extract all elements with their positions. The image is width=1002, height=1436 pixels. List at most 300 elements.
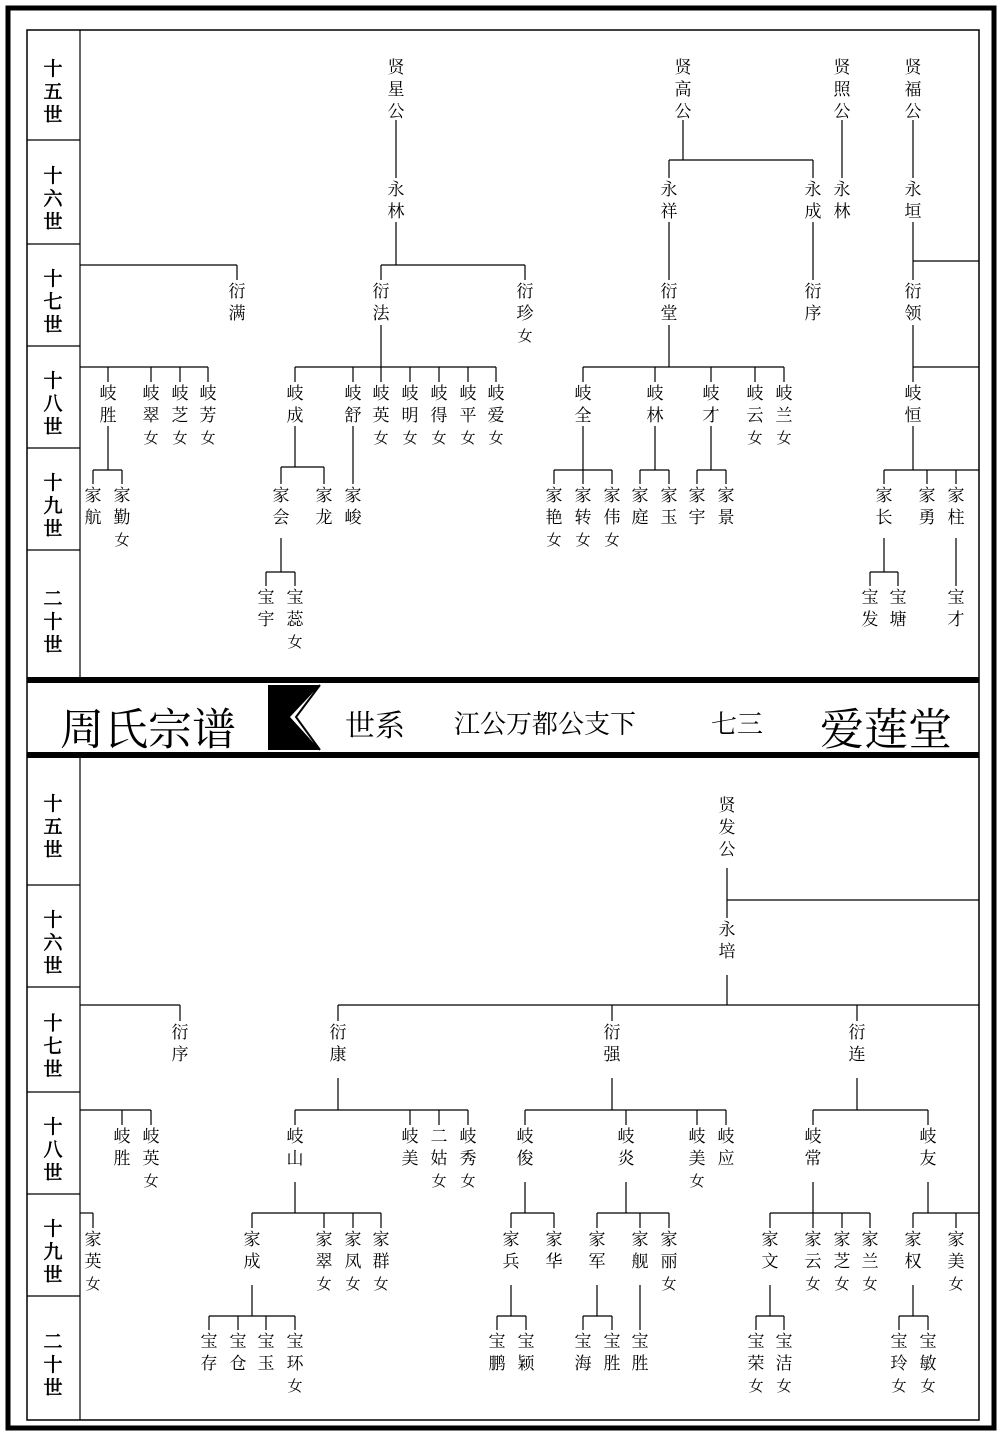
name-char: 英 bbox=[84, 1252, 102, 1272]
name-char: 女 bbox=[114, 531, 130, 549]
name-char: 岐 bbox=[746, 384, 764, 404]
name-char: 公 bbox=[387, 102, 405, 122]
book-title: 周氏宗谱 bbox=[60, 704, 236, 756]
generation-label-char: 十 bbox=[43, 793, 63, 815]
name-char: 美 bbox=[688, 1149, 706, 1169]
person-node bbox=[905, 282, 923, 324]
name-char: 平 bbox=[459, 406, 477, 426]
person-node bbox=[460, 384, 477, 447]
name-char: 友 bbox=[919, 1149, 937, 1169]
person-node bbox=[575, 384, 592, 426]
name-char: 家 bbox=[688, 486, 706, 506]
name-char: 应 bbox=[717, 1149, 735, 1169]
person-node bbox=[258, 1332, 275, 1374]
name-char: 女 bbox=[200, 429, 216, 447]
name-char: 女 bbox=[517, 327, 533, 345]
name-char: 家 bbox=[904, 1230, 922, 1250]
name-char: 转 bbox=[574, 508, 592, 528]
name-char: 家 bbox=[344, 486, 362, 506]
name-char: 鹏 bbox=[488, 1354, 506, 1374]
name-char: 法 bbox=[372, 304, 390, 324]
name-char: 岐 bbox=[286, 1127, 304, 1147]
name-char: 岐 bbox=[775, 384, 793, 404]
person-node bbox=[776, 384, 793, 447]
name-char: 女 bbox=[604, 531, 620, 549]
name-char: 女 bbox=[776, 429, 792, 447]
name-char: 胜 bbox=[631, 1354, 649, 1374]
name-char: 宝 bbox=[574, 1332, 592, 1352]
name-char: 美 bbox=[401, 1149, 419, 1169]
name-char: 领 bbox=[904, 304, 922, 324]
name-char: 家 bbox=[588, 1230, 606, 1250]
person-node bbox=[805, 282, 822, 324]
name-char: 家 bbox=[545, 486, 563, 506]
name-char: 家 bbox=[918, 486, 936, 506]
name-char: 衍 bbox=[660, 282, 678, 302]
name-char: 永 bbox=[833, 180, 851, 200]
name-char: 贤 bbox=[387, 58, 405, 78]
generation-label-char: 八 bbox=[43, 393, 63, 415]
name-char: 宝 bbox=[286, 1332, 304, 1352]
section-label: 世系 bbox=[345, 709, 405, 744]
person-node bbox=[905, 384, 922, 426]
generation-label-char: 七 bbox=[43, 291, 63, 313]
name-char: 永 bbox=[660, 180, 678, 200]
person-node bbox=[905, 58, 923, 122]
name-char: 家 bbox=[861, 1230, 879, 1250]
name-char: 胜 bbox=[99, 406, 117, 426]
name-char: 贤 bbox=[904, 58, 922, 78]
name-char: 庭 bbox=[631, 508, 649, 528]
person-node bbox=[604, 486, 621, 549]
name-char: 公 bbox=[904, 102, 922, 122]
person-node bbox=[849, 1023, 866, 1065]
generation-label-char: 十 bbox=[43, 165, 63, 187]
person-node bbox=[100, 384, 117, 426]
person-node bbox=[834, 58, 852, 122]
name-char: 爱 bbox=[487, 406, 505, 426]
name-char: 胜 bbox=[603, 1354, 621, 1374]
name-char: 景 bbox=[717, 508, 735, 528]
name-char: 康 bbox=[329, 1045, 347, 1065]
name-char: 岐 bbox=[99, 384, 117, 404]
name-char: 洁 bbox=[775, 1354, 793, 1374]
name-char: 成 bbox=[286, 406, 304, 426]
name-char: 发 bbox=[861, 610, 879, 630]
person-node bbox=[172, 384, 189, 447]
generation-label-char: 世 bbox=[43, 1162, 63, 1184]
person-node bbox=[632, 486, 649, 528]
person-node bbox=[258, 588, 275, 630]
name-char: 序 bbox=[804, 304, 822, 324]
name-char: 二 bbox=[430, 1127, 448, 1147]
name-char: 军 bbox=[588, 1252, 606, 1272]
person-node bbox=[718, 486, 735, 528]
person-node bbox=[661, 282, 678, 324]
person-node bbox=[330, 1023, 347, 1065]
name-char: 胜 bbox=[113, 1149, 131, 1169]
generation-label-char: 十 bbox=[43, 1354, 63, 1376]
person-node bbox=[373, 282, 391, 324]
name-char: 敏 bbox=[919, 1354, 937, 1374]
generation-label-char: 五 bbox=[43, 81, 63, 103]
person-node bbox=[85, 486, 102, 528]
generation-label-char: 六 bbox=[43, 188, 63, 210]
name-char: 颖 bbox=[517, 1354, 535, 1374]
name-char: 岐 bbox=[688, 1127, 706, 1147]
name-char: 云 bbox=[804, 1252, 822, 1272]
name-char: 衍 bbox=[848, 1023, 866, 1043]
name-char: 宇 bbox=[688, 508, 706, 528]
person-node bbox=[345, 384, 362, 426]
name-char: 家 bbox=[631, 486, 649, 506]
generation-label-char: 十 bbox=[43, 1116, 63, 1138]
name-char: 女 bbox=[143, 429, 159, 447]
name-char: 翠 bbox=[142, 406, 160, 426]
name-char: 垣 bbox=[904, 202, 922, 222]
person-node bbox=[388, 180, 405, 222]
name-char: 女 bbox=[287, 633, 303, 651]
name-char: 永 bbox=[718, 920, 736, 940]
name-char: 家 bbox=[502, 1230, 520, 1250]
name-char: 宇 bbox=[257, 610, 275, 630]
name-char: 公 bbox=[718, 840, 736, 860]
name-char: 家 bbox=[113, 486, 131, 506]
generation-label-char: 九 bbox=[43, 495, 63, 517]
name-char: 岐 bbox=[702, 384, 720, 404]
name-char: 仓 bbox=[229, 1354, 247, 1374]
name-char: 贤 bbox=[674, 58, 692, 78]
person-node bbox=[287, 1332, 305, 1395]
person-node bbox=[905, 1230, 922, 1272]
person-node bbox=[114, 1127, 131, 1169]
generation-label-char: 十 bbox=[43, 472, 63, 494]
generation-label-char: 六 bbox=[43, 932, 63, 954]
name-char: 家 bbox=[243, 1230, 261, 1250]
name-char: 祥 bbox=[660, 202, 678, 222]
person-node bbox=[862, 588, 879, 630]
name-char: 女 bbox=[287, 1377, 303, 1395]
name-char: 存 bbox=[200, 1354, 218, 1374]
name-char: 明 bbox=[401, 406, 419, 426]
name-char: 长 bbox=[875, 508, 893, 528]
name-char: 满 bbox=[228, 304, 246, 324]
person-node bbox=[402, 384, 419, 447]
name-char: 家 bbox=[272, 486, 290, 506]
name-char: 岐 bbox=[717, 1127, 735, 1147]
name-char: 女 bbox=[776, 1377, 792, 1395]
generation-label-char: 十 bbox=[43, 268, 63, 290]
name-char: 家 bbox=[574, 486, 592, 506]
name-char: 家 bbox=[761, 1230, 779, 1250]
name-char: 培 bbox=[718, 942, 736, 962]
name-char: 家 bbox=[804, 1230, 822, 1250]
person-node bbox=[575, 486, 592, 549]
generation-label-char: 二 bbox=[43, 1331, 63, 1353]
name-char: 女 bbox=[460, 429, 476, 447]
name-char: 高 bbox=[674, 80, 692, 100]
generation-label-char: 十 bbox=[43, 909, 63, 931]
person-node bbox=[287, 1127, 304, 1169]
name-char: 岐 bbox=[459, 384, 477, 404]
name-char: 得 bbox=[430, 406, 448, 426]
name-char: 舰 bbox=[631, 1252, 649, 1272]
name-char: 林 bbox=[646, 406, 664, 426]
name-char: 岐 bbox=[646, 384, 664, 404]
name-char: 宝 bbox=[488, 1332, 506, 1352]
name-char: 岐 bbox=[142, 1127, 160, 1147]
name-char: 家 bbox=[344, 1230, 362, 1250]
name-char: 衍 bbox=[904, 282, 922, 302]
generation-label-char: 世 bbox=[43, 416, 63, 438]
name-char: 宝 bbox=[229, 1332, 247, 1352]
person-node bbox=[143, 1127, 160, 1190]
name-char: 衍 bbox=[171, 1023, 189, 1043]
generation-label-char: 十 bbox=[43, 1012, 63, 1035]
name-char: 美 bbox=[947, 1252, 965, 1272]
person-node bbox=[431, 1127, 448, 1190]
name-char: 岐 bbox=[617, 1127, 635, 1147]
name-char: 炎 bbox=[617, 1149, 635, 1169]
name-char: 女 bbox=[488, 429, 504, 447]
name-char: 衍 bbox=[228, 282, 246, 302]
person-node bbox=[689, 486, 706, 528]
name-char: 岐 bbox=[516, 1127, 534, 1147]
person-node bbox=[661, 1230, 678, 1293]
name-char: 宝 bbox=[200, 1332, 218, 1352]
name-char: 成 bbox=[804, 202, 822, 222]
name-char: 宝 bbox=[517, 1332, 535, 1352]
person-node bbox=[604, 1023, 622, 1065]
person-node bbox=[748, 1332, 765, 1395]
name-char: 宝 bbox=[890, 1332, 908, 1352]
name-char: 岐 bbox=[401, 384, 419, 404]
name-char: 永 bbox=[904, 180, 922, 200]
name-char: 贤 bbox=[718, 796, 736, 816]
person-node bbox=[919, 486, 936, 528]
name-char: 宝 bbox=[257, 588, 275, 608]
page-number: 七三 bbox=[710, 710, 764, 740]
person-node bbox=[546, 1230, 563, 1272]
generation-label-char: 世 bbox=[43, 839, 63, 861]
name-char: 岐 bbox=[171, 384, 189, 404]
name-char: 序 bbox=[171, 1045, 189, 1065]
person-node bbox=[675, 58, 693, 122]
name-char: 家 bbox=[545, 1230, 563, 1250]
person-node bbox=[661, 486, 678, 528]
name-char: 贤 bbox=[833, 58, 851, 78]
name-char: 星 bbox=[387, 80, 405, 100]
name-char: 文 bbox=[761, 1252, 779, 1272]
person-node bbox=[719, 796, 737, 860]
name-char: 女 bbox=[172, 429, 188, 447]
person-node bbox=[503, 1230, 520, 1272]
person-node bbox=[489, 1332, 506, 1374]
generation-label-char: 世 bbox=[43, 211, 63, 233]
person-node bbox=[460, 1127, 477, 1190]
person-node bbox=[747, 384, 764, 447]
name-char: 岐 bbox=[919, 1127, 937, 1147]
name-char: 公 bbox=[674, 102, 692, 122]
name-char: 女 bbox=[834, 1275, 850, 1293]
generation-label-char: 世 bbox=[43, 1377, 63, 1399]
name-char: 海 bbox=[574, 1354, 592, 1374]
name-char: 衍 bbox=[372, 282, 390, 302]
name-char: 芝 bbox=[171, 406, 189, 426]
name-char: 堂 bbox=[660, 304, 678, 324]
person-node bbox=[85, 1230, 102, 1293]
person-node bbox=[229, 282, 246, 324]
name-char: 荣 bbox=[747, 1354, 765, 1374]
name-char: 才 bbox=[702, 406, 720, 426]
name-char: 女 bbox=[920, 1377, 936, 1395]
person-node bbox=[604, 1332, 621, 1374]
person-node bbox=[862, 1230, 879, 1293]
name-char: 女 bbox=[748, 1377, 764, 1395]
name-char: 常 bbox=[804, 1149, 822, 1169]
name-char: 岐 bbox=[142, 384, 160, 404]
name-char: 兵 bbox=[502, 1252, 520, 1272]
generation-label-char: 十 bbox=[43, 370, 63, 392]
name-char: 云 bbox=[746, 406, 764, 426]
generation-label-char: 九 bbox=[43, 1241, 63, 1263]
name-char: 柱 bbox=[947, 508, 965, 528]
name-char: 家 bbox=[947, 486, 965, 506]
generation-label-char: 五 bbox=[43, 816, 63, 838]
name-char: 照 bbox=[833, 80, 851, 100]
name-char: 女 bbox=[948, 1275, 964, 1293]
name-char: 兰 bbox=[775, 406, 793, 426]
name-char: 家 bbox=[372, 1230, 390, 1250]
generation-label-char: 世 bbox=[43, 314, 63, 336]
person-node bbox=[373, 1230, 390, 1293]
person-node bbox=[876, 486, 893, 528]
person-node bbox=[172, 1023, 189, 1065]
person-node bbox=[905, 180, 922, 222]
name-char: 宝 bbox=[631, 1332, 649, 1352]
person-node bbox=[287, 384, 304, 426]
name-char: 岐 bbox=[113, 1127, 131, 1147]
name-char: 家 bbox=[875, 486, 893, 506]
name-char: 群 bbox=[372, 1252, 390, 1272]
person-node bbox=[647, 384, 664, 426]
name-char: 航 bbox=[84, 508, 102, 528]
name-char: 女 bbox=[143, 1172, 159, 1190]
generation-label-char: 世 bbox=[43, 518, 63, 540]
person-node bbox=[920, 1127, 937, 1169]
person-node bbox=[834, 180, 851, 222]
name-char: 衍 bbox=[329, 1023, 347, 1043]
name-char: 凤 bbox=[344, 1252, 362, 1272]
name-char: 女 bbox=[575, 531, 591, 549]
name-char: 岐 bbox=[372, 384, 390, 404]
person-node bbox=[575, 1332, 592, 1374]
name-char: 女 bbox=[891, 1377, 907, 1395]
name-char: 女 bbox=[373, 1275, 389, 1293]
person-node bbox=[316, 486, 333, 528]
person-node bbox=[143, 384, 160, 447]
name-char: 连 bbox=[848, 1045, 866, 1065]
generation-label-char: 十 bbox=[43, 611, 63, 633]
generation-label-char: 二 bbox=[43, 588, 63, 610]
name-char: 姑 bbox=[430, 1149, 448, 1169]
name-char: 全 bbox=[574, 406, 592, 426]
name-char: 女 bbox=[862, 1275, 878, 1293]
name-char: 玲 bbox=[890, 1354, 908, 1374]
person-node bbox=[632, 1230, 649, 1272]
name-char: 强 bbox=[603, 1045, 621, 1065]
name-char: 岐 bbox=[430, 384, 448, 404]
person-node bbox=[834, 1230, 851, 1293]
person-node bbox=[762, 1230, 779, 1272]
name-char: 林 bbox=[833, 202, 851, 222]
name-char: 衍 bbox=[603, 1023, 621, 1043]
person-node bbox=[517, 282, 534, 345]
name-char: 丽 bbox=[660, 1252, 678, 1272]
name-char: 女 bbox=[85, 1275, 101, 1293]
generation-label-char: 十 bbox=[43, 1218, 63, 1240]
name-char: 岐 bbox=[804, 1127, 822, 1147]
person-node bbox=[402, 1127, 419, 1169]
generation-label-char: 世 bbox=[43, 634, 63, 656]
person-node bbox=[948, 486, 965, 528]
name-char: 会 bbox=[272, 508, 290, 528]
name-char: 宝 bbox=[889, 588, 907, 608]
name-char: 英 bbox=[142, 1149, 160, 1169]
name-char: 才 bbox=[947, 610, 965, 630]
name-char: 艳 bbox=[545, 508, 563, 528]
person-node bbox=[719, 920, 736, 962]
name-char: 发 bbox=[718, 818, 736, 838]
name-char: 宝 bbox=[257, 1332, 275, 1352]
name-char: 宝 bbox=[747, 1332, 765, 1352]
name-char: 岐 bbox=[199, 384, 217, 404]
person-node bbox=[891, 1332, 908, 1395]
name-char: 女 bbox=[747, 429, 763, 447]
person-node bbox=[518, 1332, 536, 1374]
name-char: 玉 bbox=[257, 1354, 275, 1374]
generation-label-char: 世 bbox=[43, 1058, 63, 1081]
person-node bbox=[517, 1127, 534, 1169]
name-char: 女 bbox=[689, 1172, 705, 1190]
person-node bbox=[689, 1127, 706, 1190]
person-node bbox=[345, 1230, 362, 1293]
person-node bbox=[114, 486, 131, 549]
person-node bbox=[373, 384, 390, 447]
generation-label-char: 十 bbox=[43, 58, 63, 80]
name-char: 环 bbox=[286, 1354, 304, 1374]
name-char: 家 bbox=[660, 1230, 678, 1250]
name-char: 岐 bbox=[344, 384, 362, 404]
name-char: 女 bbox=[460, 1172, 476, 1190]
name-char: 龙 bbox=[315, 508, 333, 528]
name-char: 衍 bbox=[804, 282, 822, 302]
person-node bbox=[287, 588, 305, 651]
name-char: 家 bbox=[84, 1230, 102, 1250]
person-node bbox=[273, 486, 290, 528]
name-char: 勇 bbox=[918, 508, 936, 528]
person-node bbox=[431, 384, 448, 447]
name-char: 岐 bbox=[487, 384, 505, 404]
name-char: 林 bbox=[387, 202, 405, 222]
name-char: 芳 bbox=[199, 406, 217, 426]
name-char: 宝 bbox=[775, 1332, 793, 1352]
name-char: 山 bbox=[286, 1149, 304, 1169]
name-char: 蕊 bbox=[286, 610, 304, 630]
name-char: 恒 bbox=[904, 406, 922, 426]
name-char: 岐 bbox=[459, 1127, 477, 1147]
person-node bbox=[201, 1332, 218, 1374]
